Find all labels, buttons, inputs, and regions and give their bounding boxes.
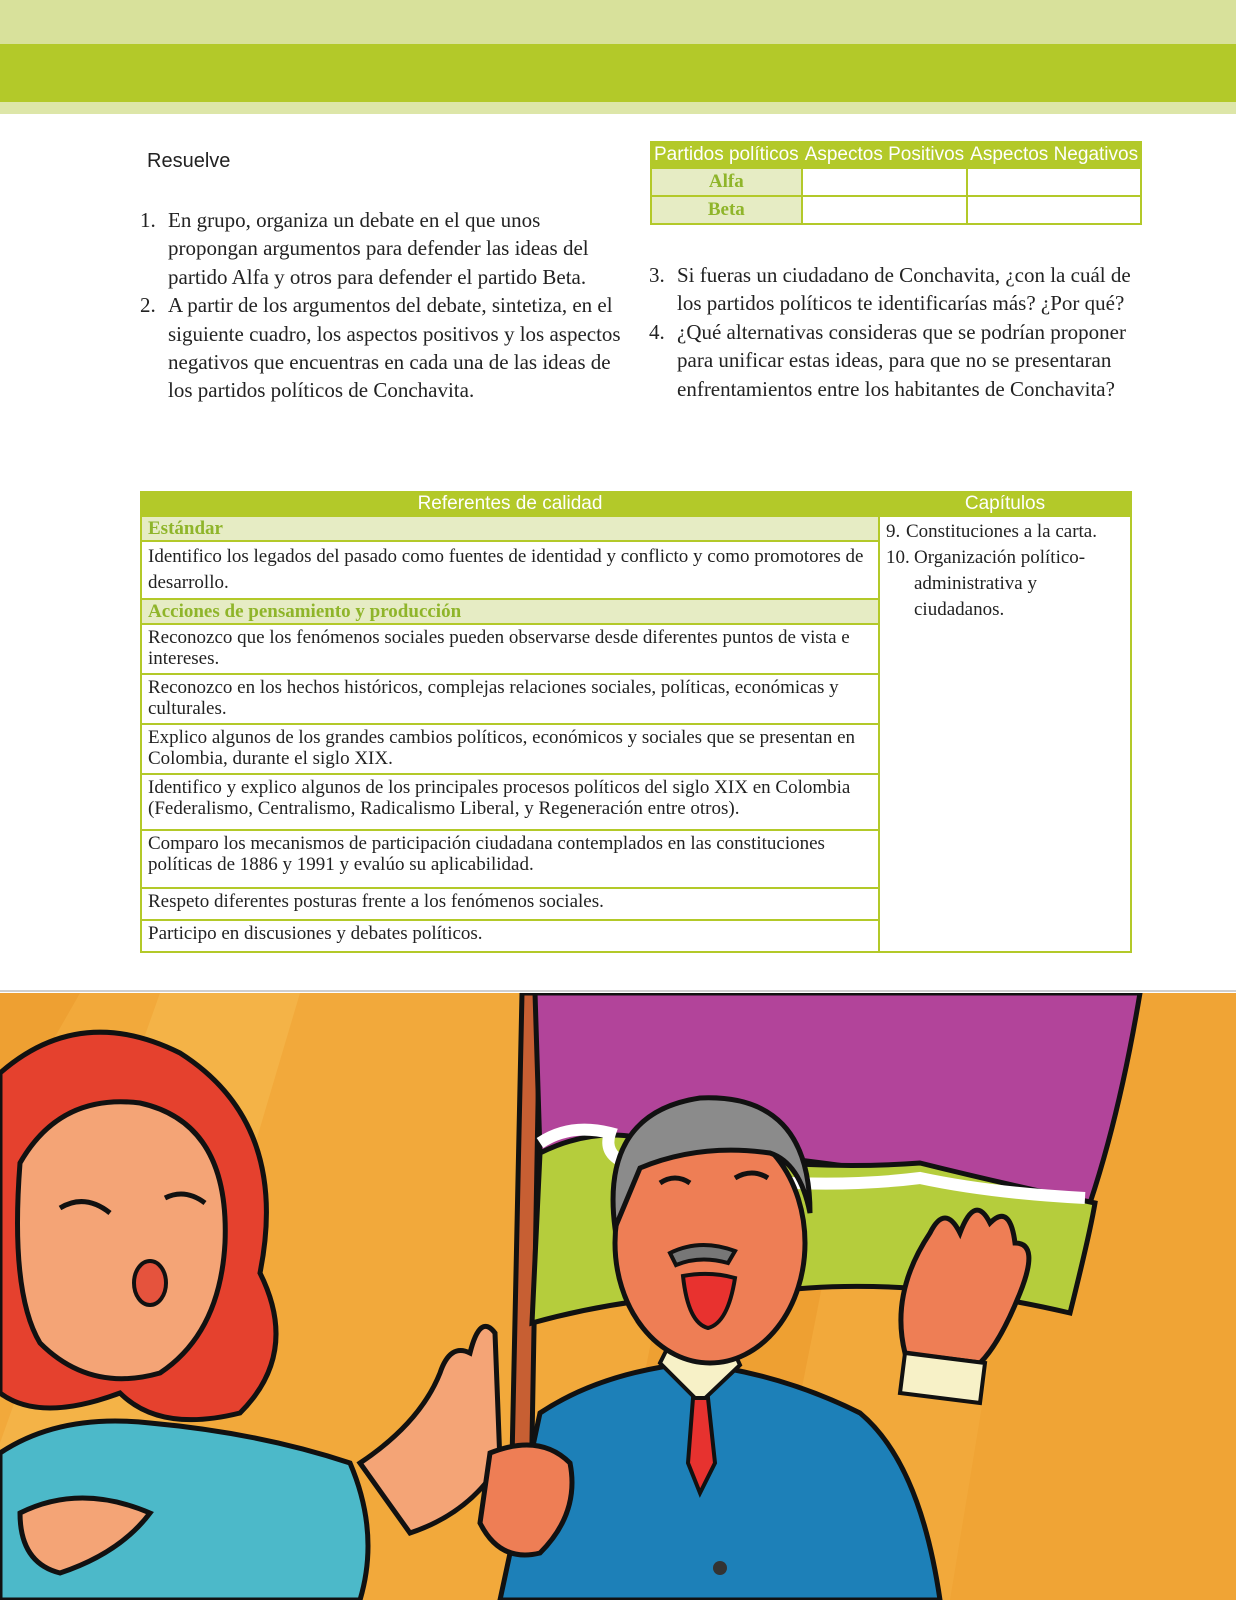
parties-table (650, 141, 1142, 225)
party-name-beta: Beta (651, 196, 802, 224)
negative-cell (967, 168, 1141, 196)
question-number: 3. (649, 263, 665, 287)
debate-illustration (0, 993, 1236, 1600)
question-text: ¿Qué alternativas consideras que se podrían proponer para unificar estas ideas, para que no se presentaran enfrentamientos entre los habitantes de Conchavita? (677, 319, 1126, 401)
action-item: Identifico y explico algunos de los principales procesos políticos del siglo XIX en Colombia (Federalismo, Centralismo, Radicalismo Liberal, y Regeneración entre otros). (141, 774, 879, 830)
parties-header-positive: Aspectos Positivos (802, 142, 967, 168)
chapter-item (886, 519, 1124, 545)
question-text: A partir de los argumentos del debate, sintetiza, en el siguiente cuadro, los aspectos positivos y los aspectos negativos que encuentras en cada una de las ideas de los partidos políticos de Conchavita. (168, 293, 621, 403)
table-row (651, 168, 1141, 196)
question-number: 2. (140, 293, 156, 318)
negative-cell (967, 196, 1141, 224)
header-band-edge (0, 102, 1236, 114)
questions-left (140, 206, 626, 405)
positive-cell (802, 168, 967, 196)
section-divider (0, 990, 1236, 992)
chapters-cell (879, 516, 1131, 952)
question-1 (140, 206, 626, 291)
action-item: Reconozco que los fenómenos sociales pueden observarse desde diferentes puntos de vista e intereses. (141, 624, 879, 674)
action-item: Reconozco en los hechos históricos, complejas relaciones sociales, políticas, económicas y culturales. (141, 674, 879, 724)
action-item: Explico algunos de los grandes cambios políticos, económicos y sociales que se presentan en Colombia, durante el siglo XIX. (141, 724, 879, 774)
question-4 (649, 318, 1135, 403)
header-band-light (0, 0, 1236, 44)
question-text: Si fueras un ciudadano de Conchavita, ¿con la cuál de los partidos políticos te identificarías más? ¿Por qué? (677, 263, 1131, 316)
parties-header-party: Partidos políticos (651, 142, 802, 168)
chapter-number: 10. (886, 547, 910, 568)
question-2 (140, 291, 626, 405)
standard-text: Identifico los legados del pasado como fuentes de identidad y conflicto y como promotores de desarrollo. (141, 541, 879, 599)
question-number: 1. (140, 208, 156, 232)
chapter-number: 9. (886, 521, 901, 542)
action-item: Respeto diferentes posturas frente a los fenómenos sociales. (141, 888, 879, 920)
positive-cell (802, 196, 967, 224)
quality-references-table (140, 491, 1132, 953)
chapter-item (886, 545, 1124, 623)
chapter-title: Constituciones a la carta. (906, 521, 1097, 542)
chapter-title: Organización político-administrativa y ciudadanos. (914, 547, 1086, 620)
header-quality-references: Referentes de calidad (141, 492, 879, 516)
header-band (0, 44, 1236, 102)
question-number: 4. (649, 319, 665, 344)
question-text: En grupo, organiza un debate en el que unos propongan argumentos para defender las ideas del partido Alfa y otros para defender el partido Beta. (168, 208, 589, 289)
activity-title: Resuelve (147, 150, 231, 172)
header-chapters: Capítulos (879, 492, 1131, 516)
question-3 (649, 261, 1135, 318)
actions-label: Acciones de pensamiento y producción (141, 599, 879, 624)
questions-right (649, 261, 1135, 403)
action-item: Participo en discusiones y debates políticos. (141, 920, 879, 952)
parties-header-negative: Aspectos Negativos (967, 142, 1141, 168)
table-row (651, 196, 1141, 224)
party-name-alfa: Alfa (651, 168, 802, 196)
action-item: Comparo los mecanismos de participación ciudadana contemplados en las constituciones políticas de 1886 y 1991 y evalúo su aplicabilidad. (141, 830, 879, 888)
standard-label: Estándar (141, 516, 879, 541)
